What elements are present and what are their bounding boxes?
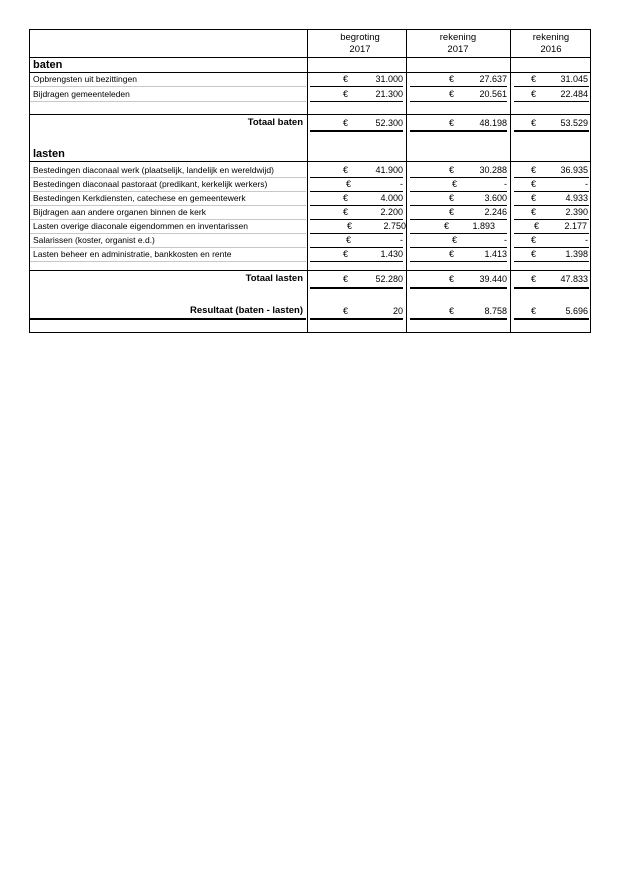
total-underline <box>410 130 507 132</box>
currency-symbol: € <box>452 179 458 189</box>
value-rekening-2016: 36.935 <box>560 165 588 175</box>
resultaat-underline <box>514 318 589 320</box>
row-underline <box>30 177 306 178</box>
cell-underline <box>410 101 507 102</box>
value-rekening-2016: - <box>585 235 588 245</box>
section-separator <box>30 270 590 271</box>
value-rekening-2017: 1.893 <box>472 221 495 231</box>
column-header-rekening-2016 <box>501 32 601 56</box>
total-underline <box>410 287 507 289</box>
resultaat-underline <box>30 318 306 320</box>
value-rekening-2016: 31.045 <box>560 74 588 84</box>
column-header-line2: 2017 <box>447 44 469 55</box>
cell-underline <box>410 247 507 248</box>
value-begroting-2017: 41.900 <box>375 165 403 175</box>
cell-underline <box>410 86 507 87</box>
table-row <box>30 89 590 100</box>
cell-underline <box>410 219 507 220</box>
row-underline <box>30 261 306 262</box>
value-rekening-2017: 2.246 <box>484 207 507 217</box>
row-underline <box>30 191 306 192</box>
value-rekening-2017: - <box>504 235 507 245</box>
row-label: Bestedingen Kerkdiensten, catechese en gemeentewerk <box>33 193 246 203</box>
section-separator <box>30 114 590 115</box>
cell-underline <box>410 233 507 234</box>
total-lasten-row <box>30 274 590 285</box>
cell-underline <box>514 205 589 206</box>
currency-symbol: € <box>531 193 537 203</box>
currency-symbol: € <box>531 118 537 128</box>
row-label: Bestedingen diaconaal werk (plaatselijk, landelijk en wereldwijd) <box>33 165 274 175</box>
currency-symbol: € <box>343 274 349 284</box>
currency-symbol: € <box>343 193 349 203</box>
currency-symbol: € <box>346 235 352 245</box>
table-row <box>30 193 590 204</box>
cell-underline <box>514 191 589 192</box>
cell-underline <box>514 219 589 220</box>
value-begroting-2017: - <box>400 179 403 189</box>
currency-symbol: € <box>343 207 349 217</box>
resultaat-begroting-2017: 20 <box>392 306 403 316</box>
table-row <box>30 74 590 85</box>
budget-table <box>29 29 591 333</box>
value-rekening-2017: 1.413 <box>484 249 507 259</box>
currency-symbol: € <box>343 249 349 259</box>
resultaat-row <box>30 306 590 317</box>
row-label: Lasten overige diaconale eigendommen en inventarissen <box>33 221 249 231</box>
resultaat-underline <box>310 318 403 320</box>
total-rekening-2016: 47.833 <box>560 274 588 284</box>
value-rekening-2016: 2.390 <box>565 207 588 217</box>
row-underline <box>30 233 306 234</box>
total-begroting-2017: 52.300 <box>375 118 403 128</box>
total-underline <box>310 287 403 289</box>
currency-symbol: € <box>343 74 349 84</box>
row-underline <box>30 86 306 87</box>
currency-symbol: € <box>343 118 349 128</box>
column-header-line2: 2017 <box>349 44 371 55</box>
value-rekening-2017: - <box>504 179 507 189</box>
resultaat-rekening-2017: 8.758 <box>484 306 507 316</box>
currency-symbol: € <box>449 274 455 284</box>
table-row <box>30 235 590 246</box>
currency-symbol: € <box>343 89 349 99</box>
currency-symbol: € <box>531 179 537 189</box>
column-header-line2: 2016 <box>540 44 562 55</box>
row-underline <box>30 101 306 102</box>
section-title-lasten: lasten <box>33 148 65 160</box>
currency-symbol: € <box>531 306 537 316</box>
row-label: Lasten beheer en administratie, bankkosten en rente <box>33 249 232 259</box>
value-rekening-2017: 30.288 <box>479 165 507 175</box>
cell-underline <box>310 247 403 248</box>
row-underline <box>30 247 306 248</box>
row-label: Bestedingen diaconaal pastoraat (predikant, kerkelijk werkers) <box>33 179 268 189</box>
cell-underline <box>410 191 507 192</box>
cell-underline <box>310 177 403 178</box>
value-rekening-2016: 22.484 <box>560 89 588 99</box>
total-begroting-2017: 52.280 <box>375 274 403 284</box>
total-underline <box>310 130 403 132</box>
cell-underline <box>514 233 589 234</box>
resultaat-rekening-2016: 5.696 <box>565 306 588 316</box>
table-row <box>30 249 590 260</box>
total-underline <box>514 287 589 289</box>
currency-symbol: € <box>449 89 455 99</box>
cell-underline <box>514 177 589 178</box>
row-label: Bijdragen gemeenteleden <box>33 89 130 99</box>
cell-underline <box>514 261 589 262</box>
value-rekening-2016: 1.398 <box>565 249 588 259</box>
table-row <box>30 221 590 232</box>
currency-symbol: € <box>449 165 455 175</box>
resultaat-underline <box>410 318 507 320</box>
currency-symbol: € <box>444 221 450 231</box>
row-underline <box>30 205 306 206</box>
currency-symbol: € <box>449 118 455 128</box>
total-baten-label: Totaal baten <box>247 117 303 128</box>
currency-symbol: € <box>531 89 537 99</box>
table-row <box>30 207 590 218</box>
currency-symbol: € <box>343 306 349 316</box>
section-title-baten: baten <box>33 59 63 71</box>
currency-symbol: € <box>531 207 537 217</box>
table-row <box>30 179 590 190</box>
value-rekening-2017: 27.637 <box>479 74 507 84</box>
total-rekening-2017: 48.198 <box>479 118 507 128</box>
currency-symbol: € <box>347 221 353 231</box>
column-header-rekening-2017 <box>408 32 508 56</box>
value-begroting-2017: 31.000 <box>375 74 403 84</box>
resultaat-label: Resultaat (baten - lasten) <box>190 305 303 316</box>
section-separator <box>30 161 590 162</box>
cell-underline <box>310 219 403 220</box>
cell-underline <box>310 261 403 262</box>
value-rekening-2016: - <box>585 179 588 189</box>
cell-underline <box>310 86 403 87</box>
currency-symbol: € <box>531 274 537 284</box>
row-label: Opbrengsten uit bezittingen <box>33 74 137 84</box>
row-label: Salarissen (koster, organist e.d.) <box>33 235 155 245</box>
cell-underline <box>410 205 507 206</box>
table-row <box>30 165 590 176</box>
currency-symbol: € <box>531 165 537 175</box>
value-begroting-2017: 2.200 <box>380 207 403 217</box>
value-begroting-2017: 21.300 <box>375 89 403 99</box>
currency-symbol: € <box>531 74 537 84</box>
column-header-begroting-2017 <box>310 32 410 56</box>
currency-symbol: € <box>531 249 537 259</box>
row-label: Bijdragen aan andere organen binnen de kerk <box>33 207 206 217</box>
total-baten-row <box>30 118 590 129</box>
header-separator <box>30 57 590 58</box>
total-rekening-2017: 39.440 <box>479 274 507 284</box>
cell-underline <box>410 177 507 178</box>
currency-symbol: € <box>449 249 455 259</box>
cell-underline <box>514 86 589 87</box>
value-rekening-2017: 20.561 <box>479 89 507 99</box>
column-header-line1: rekening <box>532 32 570 43</box>
total-rekening-2016: 53.529 <box>560 118 588 128</box>
total-lasten-label: Totaal lasten <box>245 273 303 284</box>
value-begroting-2017: 2.750 <box>383 221 406 231</box>
cell-underline <box>310 101 403 102</box>
section-separator <box>30 72 590 73</box>
value-rekening-2017: 3.600 <box>484 193 507 203</box>
currency-symbol: € <box>343 165 349 175</box>
currency-symbol: € <box>449 306 455 316</box>
column-header-line1: rekening <box>439 32 477 43</box>
column-header-line1: begroting <box>340 32 380 43</box>
cell-underline <box>410 261 507 262</box>
row-underline <box>30 219 306 220</box>
cell-underline <box>514 101 589 102</box>
cell-underline <box>310 191 403 192</box>
value-begroting-2017: 4.000 <box>380 193 403 203</box>
value-begroting-2017: 1.430 <box>380 249 403 259</box>
currency-symbol: € <box>531 235 537 245</box>
cell-underline <box>514 247 589 248</box>
total-underline <box>514 130 589 132</box>
currency-symbol: € <box>534 221 540 231</box>
cell-underline <box>310 233 403 234</box>
currency-symbol: € <box>449 74 455 84</box>
currency-symbol: € <box>346 179 352 189</box>
currency-symbol: € <box>449 193 455 203</box>
value-begroting-2017: - <box>400 235 403 245</box>
value-rekening-2016: 4.933 <box>565 193 588 203</box>
value-rekening-2016: 2.177 <box>564 221 587 231</box>
cell-underline <box>310 205 403 206</box>
currency-symbol: € <box>452 235 458 245</box>
currency-symbol: € <box>449 207 455 217</box>
